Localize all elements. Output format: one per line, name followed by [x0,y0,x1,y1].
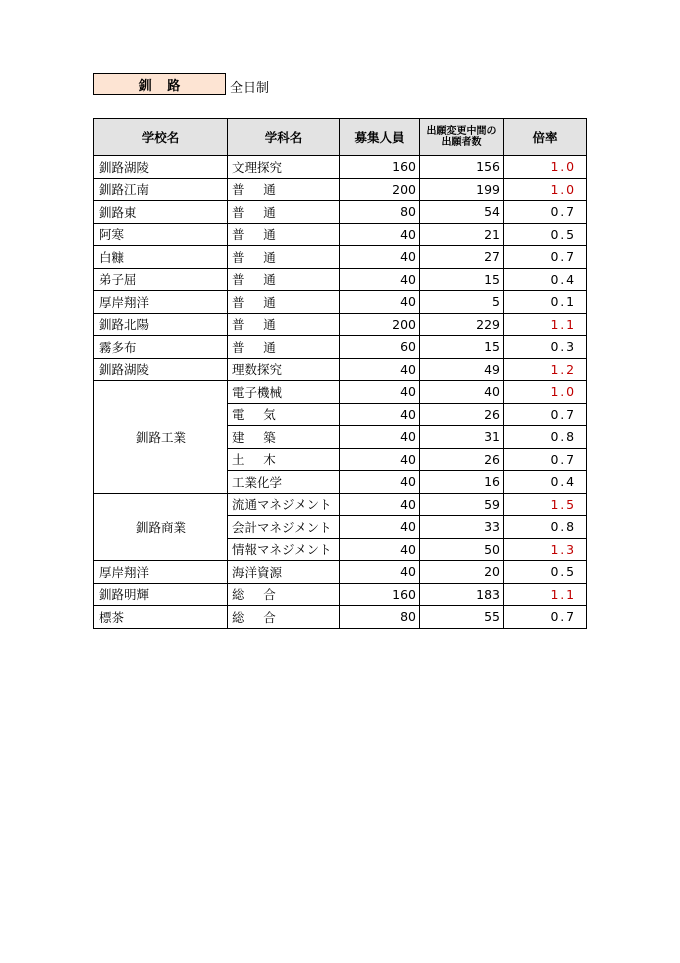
ratio-cell: 0.7 [504,403,587,426]
table-row [94,493,587,516]
table-row [94,583,587,606]
department-cell: 電気 [228,403,340,426]
ratio-cell: 0.1 [504,291,587,314]
department-cell: 普通 [228,201,340,224]
applicants-cell: 5 [420,291,504,314]
table-row [94,561,587,584]
applicants-cell: 15 [420,336,504,359]
department-cell: 情報マネジメント [228,538,340,561]
ratio-cell: 1.3 [504,538,587,561]
applicants-cell: 229 [420,313,504,336]
ratio-cell: 1.0 [504,381,587,404]
applicants-cell: 20 [420,561,504,584]
ratio-cell: 0.4 [504,471,587,494]
table-row [94,156,587,179]
applicants-cell: 15 [420,268,504,291]
ratio-cell: 0.8 [504,426,587,449]
school-name-cell: 阿寒 [94,223,228,246]
ratio-cell: 0.7 [504,246,587,269]
applicants-cell: 156 [420,156,504,179]
capacity-cell: 40 [340,268,420,291]
applicants-cell: 40 [420,381,504,404]
table-row [94,201,587,224]
applicants-cell: 21 [420,223,504,246]
table-row [94,268,587,291]
column-header-ratio: 倍率 [504,119,587,156]
applicants-cell: 59 [420,493,504,516]
school-name-cell: 釧路北陽 [94,313,228,336]
school-name-cell: 厚岸翔洋 [94,561,228,584]
department-cell: 普通 [228,223,340,246]
capacity-cell: 80 [340,606,420,629]
department-cell: 総合 [228,583,340,606]
school-name-cell: 霧多布 [94,336,228,359]
applicants-cell: 26 [420,403,504,426]
ratio-cell: 1.0 [504,156,587,179]
capacity-cell: 40 [340,291,420,314]
column-header-dept: 学科名 [228,119,340,156]
department-cell: 工業化学 [228,471,340,494]
applicants-cell: 50 [420,538,504,561]
department-cell: 海洋資源 [228,561,340,584]
department-cell: 総合 [228,606,340,629]
table-row [94,291,587,314]
department-cell: 普通 [228,268,340,291]
table-header-row [94,119,587,156]
column-header-school: 学校名 [94,119,228,156]
table-row [94,381,587,404]
applicants-cell: 55 [420,606,504,629]
department-cell: 会計マネジメント [228,516,340,539]
capacity-cell: 40 [340,448,420,471]
table-row [94,336,587,359]
capacity-cell: 40 [340,223,420,246]
table-row [94,223,587,246]
school-name-cell: 釧路工業 [94,381,228,494]
table-row [94,246,587,269]
applicants-cell: 54 [420,201,504,224]
column-header-capacity: 募集人員 [340,119,420,156]
ratio-cell: 0.8 [504,516,587,539]
ratio-cell: 0.5 [504,561,587,584]
ratio-cell: 1.2 [504,358,587,381]
school-name-cell: 厚岸翔洋 [94,291,228,314]
department-cell: 土木 [228,448,340,471]
ratio-cell: 1.1 [504,583,587,606]
school-name-cell: 釧路江南 [94,178,228,201]
school-name-cell: 釧路東 [94,201,228,224]
ratio-cell: 0.7 [504,606,587,629]
school-name-cell: 釧路湖陵 [94,358,228,381]
table-row [94,178,587,201]
ratio-cell: 1.0 [504,178,587,201]
department-cell: 普通 [228,291,340,314]
capacity-cell: 40 [340,561,420,584]
system-label: 全日制 [230,81,270,96]
capacity-cell: 40 [340,426,420,449]
column-header-applicants: 出願変更中間の 出願者数 [420,119,504,156]
capacity-cell: 160 [340,583,420,606]
school-name-cell: 白糠 [94,246,228,269]
school-name-cell: 釧路湖陵 [94,156,228,179]
ratio-cell: 0.5 [504,223,587,246]
capacity-cell: 40 [340,538,420,561]
department-cell: 普通 [228,178,340,201]
capacity-cell: 40 [340,516,420,539]
capacity-cell: 200 [340,178,420,201]
school-name-cell: 弟子屈 [94,268,228,291]
ratio-cell: 0.4 [504,268,587,291]
capacity-cell: 40 [340,471,420,494]
ratio-cell: 0.7 [504,201,587,224]
department-cell: 流通マネジメント [228,493,340,516]
ratio-cell: 1.5 [504,493,587,516]
table-body [94,156,587,629]
department-cell: 文理探究 [228,156,340,179]
applicants-cell: 27 [420,246,504,269]
capacity-cell: 40 [340,246,420,269]
table-row [94,313,587,336]
department-cell: 建築 [228,426,340,449]
school-name-cell: 釧路明輝 [94,583,228,606]
admission-table [93,118,587,629]
capacity-cell: 80 [340,201,420,224]
region-title: 釧路 [93,73,226,95]
applicants-cell: 16 [420,471,504,494]
school-name-cell: 標茶 [94,606,228,629]
table-row [94,606,587,629]
ratio-cell: 0.3 [504,336,587,359]
department-cell: 普通 [228,246,340,269]
table-row [94,358,587,381]
capacity-cell: 160 [340,156,420,179]
applicants-cell: 26 [420,448,504,471]
applicants-cell: 33 [420,516,504,539]
department-cell: 電子機械 [228,381,340,404]
capacity-cell: 40 [340,403,420,426]
capacity-cell: 60 [340,336,420,359]
capacity-cell: 40 [340,381,420,404]
capacity-cell: 200 [340,313,420,336]
applicants-cell: 183 [420,583,504,606]
capacity-cell: 40 [340,493,420,516]
department-cell: 普通 [228,336,340,359]
applicants-cell: 31 [420,426,504,449]
department-cell: 普通 [228,313,340,336]
school-name-cell: 釧路商業 [94,493,228,561]
ratio-cell: 1.1 [504,313,587,336]
ratio-cell: 0.7 [504,448,587,471]
capacity-cell: 40 [340,358,420,381]
department-cell: 理数探究 [228,358,340,381]
applicants-cell: 199 [420,178,504,201]
applicants-cell: 49 [420,358,504,381]
